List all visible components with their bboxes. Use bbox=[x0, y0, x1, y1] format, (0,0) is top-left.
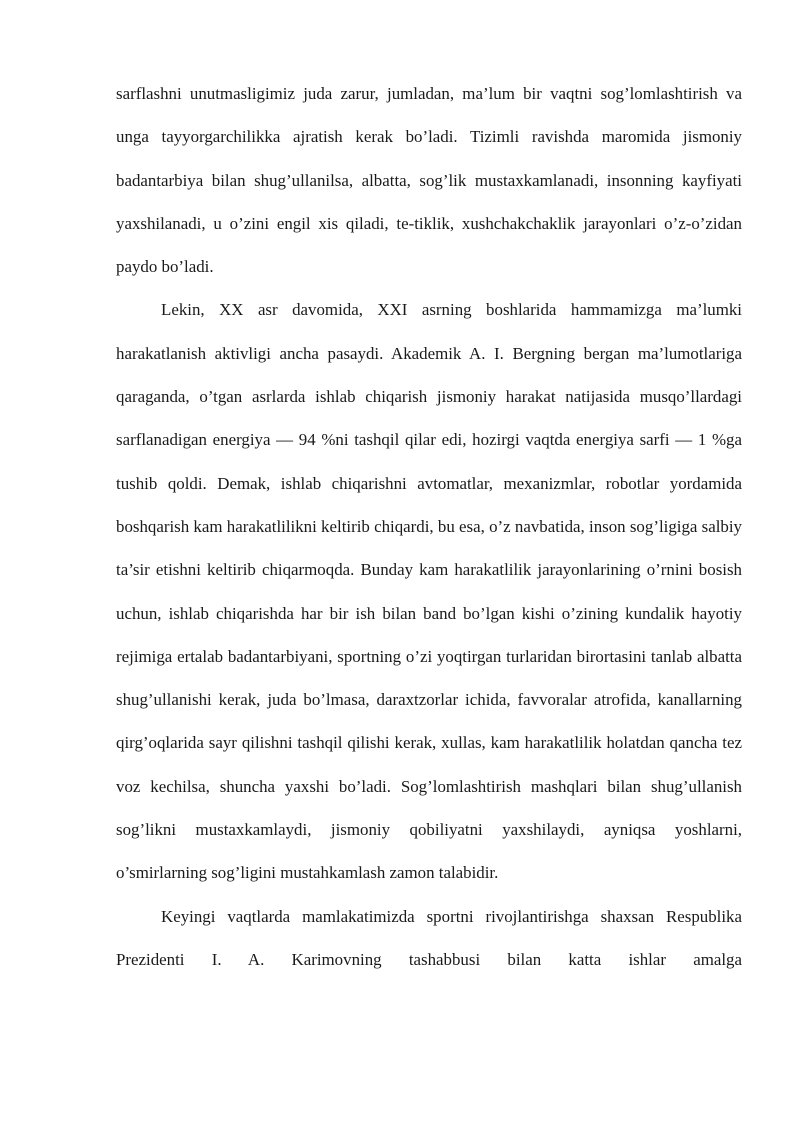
paragraph-sport-development: Keyingi vaqtlarda mamlakatimizda sportni rivojlantirishga shaxsan Respublika Prezidenti I. A. Karimovning tashabbusi bilan katta ishlar amalga bbox=[116, 906, 742, 969]
body-text bbox=[116, 72, 742, 981]
paragraph-activity-decline: Lekin, XX asr davomida, XXI asrning boshlarida hammamizga ma’lumki harakatlanish aktivligi ancha pasaydi. Akademik A. I. Bergning bergan ma’lumotlariga qaraganda, o’tgan asrlarda ishlab chiqarish jismoniy harakat natijasida musqo’llardagi sarflanadigan energiya — 94 %ni tashqil qilar edi, hozirgi vaqtda energiya sarfi — 1 %ga tushib qoldi. Demak, ishlab chiqarishni avtomatlar, mexanizmlar, robotlar yordamida boshqarish kam harakatlilikni keltirib chiqardi, bu esa, o’z navbatida, inson sog’ligiga salbiy ta’sir etishni keltirib chiqarmoqda. Bunday kam harakatlilik jarayonlarining o’rnini bosish uchun, ishlab chiqarishda har bir ish bilan band bo’lgan kishi o’zining kundalik hayotiy rejimiga ertalab badantarbiyani, sportning o’zi yoqtirgan turlaridan birortasini tanlab albatta shug’ullanishi kerak, juda bo’lmasa, daraxtzorlar ichida, favvoralar atrofida, kanallarning qirg’oqlarida sayr qilishni tashqil qilishi kerak, xullas, kam harakatlilik holatdan qancha tez voz kechilsa, shuncha yaxshi bo’ladi. Sog’lomlashtirish mashqlari bilan shug’ullanish sog’likni mustaxkamlaydi, jismoniy qobiliyatni yaxshilaydi, ayniqsa yoshlarni, o’smirlarning sog’ligini mustahkamlash zamon talabidir. bbox=[116, 300, 742, 883]
paragraph-continued: sarflashni unutmasligimiz juda zarur, jumladan, ma’lum bir vaqtni sog’lomlashtirish va unga tayyorgarchilikka ajratish kerak bo’ladi. Tizimli ravishda maromida jismoniy badantarbiya bilan shug’ullanilsa, albatta, sog’lik mustaxkamlanadi, insonning kayfiyati yaxshilanadi, u o’zini engil xis qiladi, te-tiklik, xushchakchaklik jarayonlari o’z-o’zidan paydo bo’ladi. bbox=[116, 84, 742, 277]
